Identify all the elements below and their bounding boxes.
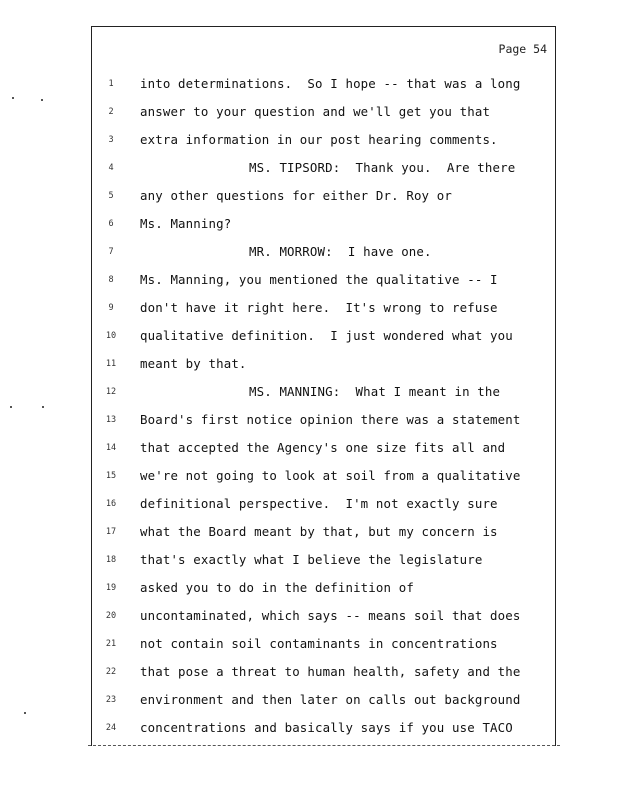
transcript-line: [92, 210, 557, 238]
transcript-line: [92, 714, 557, 742]
transcript-line: [92, 462, 557, 490]
transcript-line: [92, 490, 557, 518]
transcript-line: [92, 378, 557, 406]
line-number: 6: [108, 219, 114, 229]
line-number: 4: [108, 163, 114, 173]
scan-speck: [12, 97, 14, 99]
scan-speck: [42, 406, 44, 408]
transcript-line: [92, 602, 557, 630]
page-number: Page 54: [498, 42, 547, 56]
transcript-line: [92, 434, 557, 462]
line-number: 7: [108, 247, 114, 257]
transcript-line: [92, 98, 557, 126]
scan-speck: [41, 99, 43, 101]
line-text: don't have it right here. It's wrong to refuse: [140, 300, 498, 315]
line-text: Board's first notice opinion there was a statement: [140, 412, 521, 427]
line-number: 11: [105, 359, 117, 369]
scan-speck: [24, 712, 26, 714]
line-number: 20: [105, 611, 117, 621]
line-text: that's exactly what I believe the legislature: [140, 552, 483, 567]
line-number: 23: [105, 695, 117, 705]
transcript-line: [92, 294, 557, 322]
line-number: 1: [108, 79, 114, 89]
line-number: 2: [108, 107, 114, 117]
line-text: into determinations. So I hope -- that was a long: [140, 76, 521, 91]
speaker-line-text: MS. TIPSORD: Thank you. Are there: [249, 160, 516, 175]
line-text: not contain soil contaminants in concentrations: [140, 636, 498, 651]
scan-speck: [10, 406, 12, 408]
line-text: meant by that.: [140, 356, 247, 371]
line-text: that accepted the Agency's one size fits all and: [140, 440, 506, 455]
transcript-page: [91, 26, 556, 746]
transcript-line: [92, 70, 557, 98]
transcript-line: [92, 658, 557, 686]
transcript-line: [92, 238, 557, 266]
transcript-line: [92, 406, 557, 434]
line-text: any other questions for either Dr. Roy or: [140, 188, 453, 203]
transcript-line: [92, 518, 557, 546]
transcript-line: [92, 350, 557, 378]
speaker-line-text: MR. MORROW: I have one.: [249, 244, 432, 259]
line-number: 22: [105, 667, 117, 677]
transcript-line: [92, 630, 557, 658]
line-number: 9: [108, 303, 114, 313]
line-number: 18: [105, 555, 117, 565]
page-bottom-edge: [88, 745, 560, 746]
line-text: what the Board meant by that, but my concern is: [140, 524, 498, 539]
transcript-line: [92, 574, 557, 602]
line-text: concentrations and basically says if you use TACO: [140, 720, 513, 735]
line-number: 13: [105, 415, 117, 425]
line-number: 16: [105, 499, 117, 509]
transcript-line: [92, 266, 557, 294]
line-text: qualitative definition. I just wondered what you: [140, 328, 513, 343]
transcript-line: [92, 322, 557, 350]
transcript-line: [92, 154, 557, 182]
speaker-line-text: MS. MANNING: What I meant in the: [249, 384, 501, 399]
line-text: that pose a threat to human health, safety and the: [140, 664, 521, 679]
transcript-line: [92, 546, 557, 574]
line-number: 15: [105, 471, 117, 481]
line-text: environment and then later on calls out background: [140, 692, 521, 707]
line-text: asked you to do in the definition of: [140, 580, 414, 595]
line-number: 12: [105, 387, 117, 397]
line-text: we're not going to look at soil from a qualitative: [140, 468, 521, 483]
line-text: extra information in our post hearing comments.: [140, 132, 498, 147]
line-number: 14: [105, 443, 117, 453]
line-text: answer to your question and we'll get you that: [140, 104, 491, 119]
line-number: 21: [105, 639, 117, 649]
line-number: 10: [105, 331, 117, 341]
line-text: definitional perspective. I'm not exactly sure: [140, 496, 498, 511]
line-number: 17: [105, 527, 117, 537]
line-number: 19: [105, 583, 117, 593]
line-text: uncontaminated, which says -- means soil that does: [140, 608, 521, 623]
transcript-line: [92, 182, 557, 210]
line-number: 3: [108, 135, 114, 145]
line-text: Ms. Manning?: [140, 216, 232, 231]
line-number: 24: [105, 723, 117, 733]
line-text: Ms. Manning, you mentioned the qualitative -- I: [140, 272, 498, 287]
line-number: 8: [108, 275, 114, 285]
line-number: 5: [108, 191, 114, 201]
transcript-line: [92, 126, 557, 154]
transcript-line: [92, 686, 557, 714]
